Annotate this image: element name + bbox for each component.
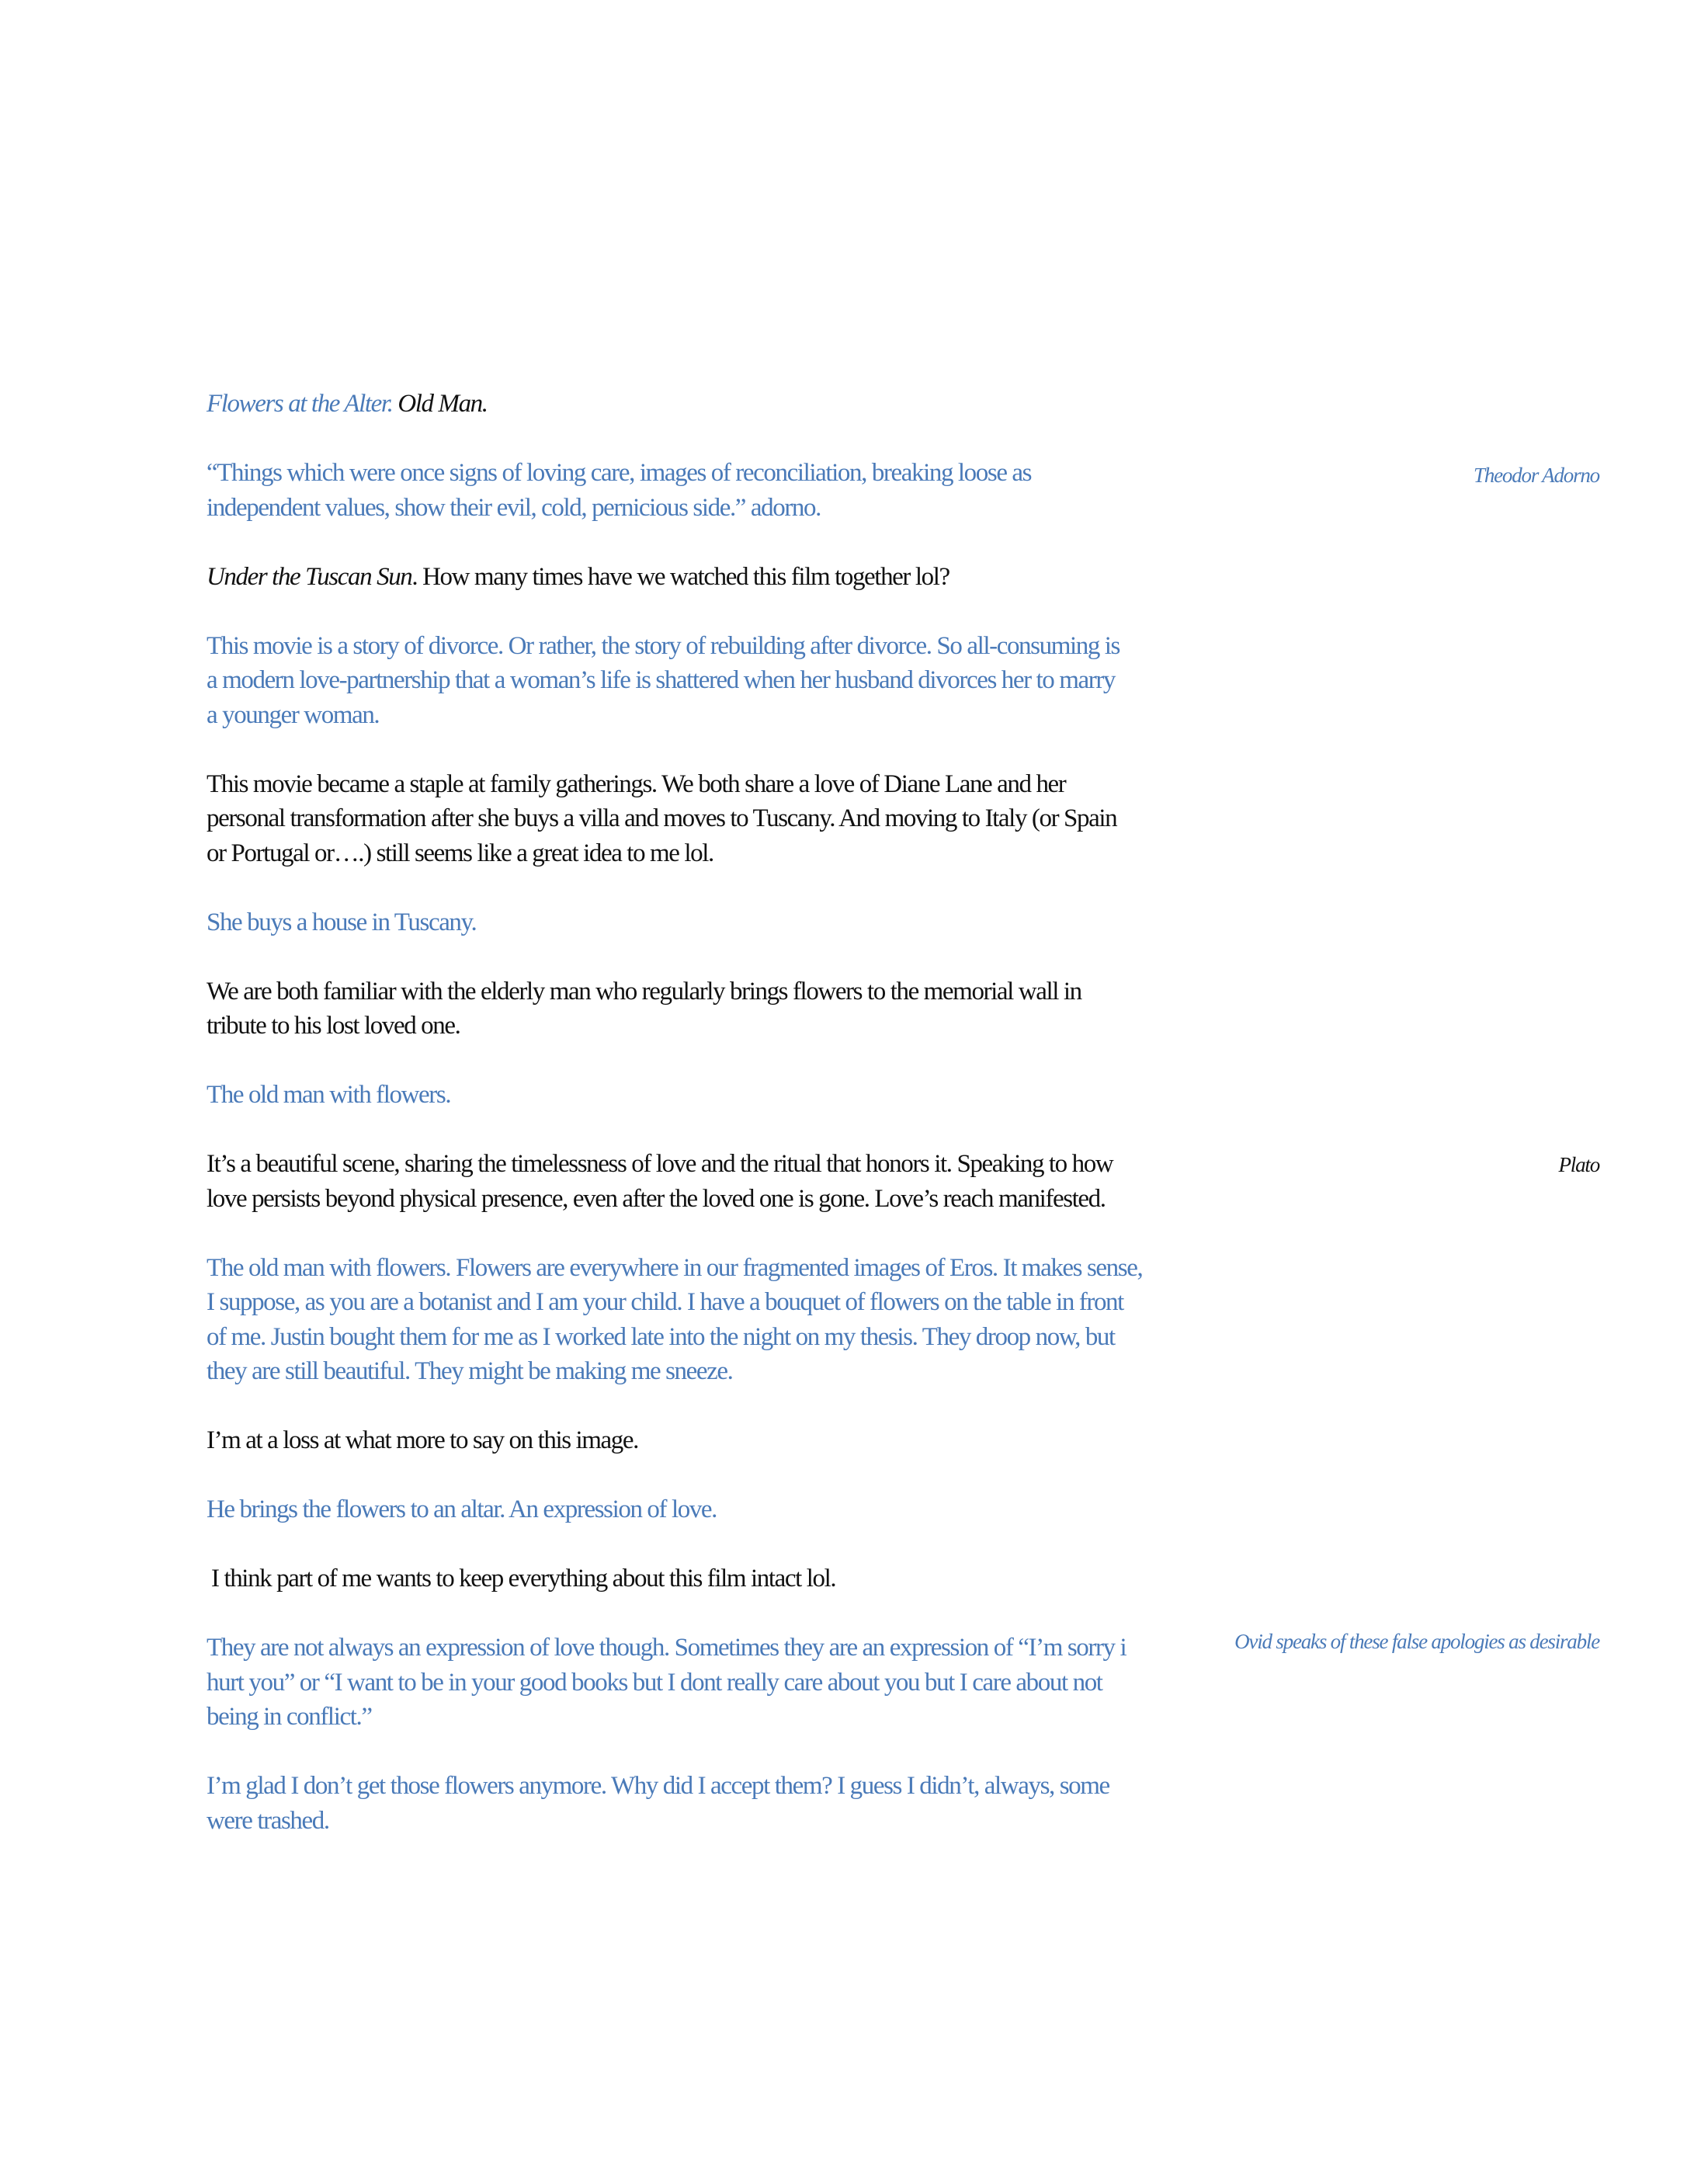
text-line: personal transformation after she buys a villa and moves to Tuscany. And moving to Italy (or Spain — [207, 804, 1117, 832]
film-title: Under the Tuscan Sun — [207, 562, 412, 591]
paragraph-old-man: The old man with flowers. — [207, 1081, 451, 1109]
text-line: I suppose, as you are a botanist and I am your child. I have a bouquet of flowers on the table in front — [207, 1288, 1123, 1316]
text-line: were trashed. — [207, 1806, 329, 1835]
paragraph-elderly-man — [207, 974, 1099, 1044]
section-title-black: Old Man. — [392, 390, 488, 418]
paragraph-adorno-quote — [207, 456, 1099, 525]
paragraph-film-title — [207, 560, 1099, 595]
text-line: being in conflict.” — [207, 1703, 372, 1731]
paragraph-flowers-everywhere — [207, 1251, 1143, 1389]
text-line: they are still beautiful. They might be making me sneeze. — [207, 1357, 733, 1385]
section-title-blue: Flowers at the Alter. — [207, 390, 393, 418]
paragraph-house: She buys a house in Tuscany. — [207, 908, 477, 936]
text-line: “Things which were once signs of loving care, images of reconciliation, breaking loose as — [207, 459, 1032, 487]
text-line: I’m glad I don’t get those flowers anymore. Why did I accept them? I guess I didn’t, always, some — [207, 1772, 1109, 1800]
paragraph-glad — [207, 1769, 1109, 1838]
text-line: independent values, show their evil, cold, pernicious side.” adorno. — [207, 493, 821, 522]
text-line: The old man with flowers. Flowers are everywhere in our fragmented images of Eros. It makes sense, — [207, 1253, 1143, 1282]
paragraph-not-always-love — [207, 1631, 1127, 1735]
margin-note-adorno: Theodor Adorno — [1474, 464, 1599, 487]
text-line: This movie became a staple at family gatherings. We both share a love of Diane Lane and her — [207, 769, 1066, 798]
text-line: love persists beyond physical presence, even after the loved one is gone. Love’s reach manifested. — [207, 1184, 1106, 1213]
text-line: a younger woman. — [207, 700, 380, 729]
text-line: hurt you” or “I want to be in your good books but I dont really care about you but I care about not — [207, 1668, 1102, 1697]
main-text-column — [207, 387, 1143, 1873]
margin-note-ovid: Ovid speaks of these false apologies as desirable — [1234, 1630, 1599, 1653]
paragraph-divorce — [207, 629, 1120, 733]
paragraph-at-a-loss: I’m at a loss at what more to say on this image. — [207, 1426, 638, 1454]
text-line: or Portugal or….) still seems like a great idea to me lol. — [207, 839, 713, 867]
section-title — [207, 387, 1099, 422]
text-line: It’s a beautiful scene, sharing the timelessness of love and the ritual that honors it. Speaking to how — [207, 1150, 1113, 1178]
text-line: They are not always an expression of love though. Sometimes they are an expression of “I’m sorry i — [207, 1634, 1127, 1662]
paragraph-keep-intact: I think part of me wants to keep everything about this film intact lol. — [211, 1565, 836, 1593]
paragraph-altar: He brings the flowers to an altar. An expression of love. — [207, 1495, 717, 1523]
text-line: We are both familiar with the elderly man who regularly brings flowers to the memorial wall in — [207, 977, 1081, 1006]
text-line: a modern love-partnership that a woman’s life is shattered when her husband divorces her to marry — [207, 666, 1116, 694]
film-title-rest: . How many times have we watched this film together lol? — [411, 562, 949, 591]
paragraph-beautiful-scene — [207, 1147, 1113, 1216]
text-line: This movie is a story of divorce. Or rather, the story of rebuilding after divorce. So all-consuming is — [207, 631, 1120, 660]
margin-note-plato: Plato — [1558, 1153, 1599, 1176]
text-line: of me. Justin bought them for me as I worked late into the night on my thesis. They droop now, but — [207, 1322, 1115, 1351]
paragraph-family-gatherings — [207, 767, 1117, 871]
text-line: tribute to his lost loved one. — [207, 1012, 460, 1040]
